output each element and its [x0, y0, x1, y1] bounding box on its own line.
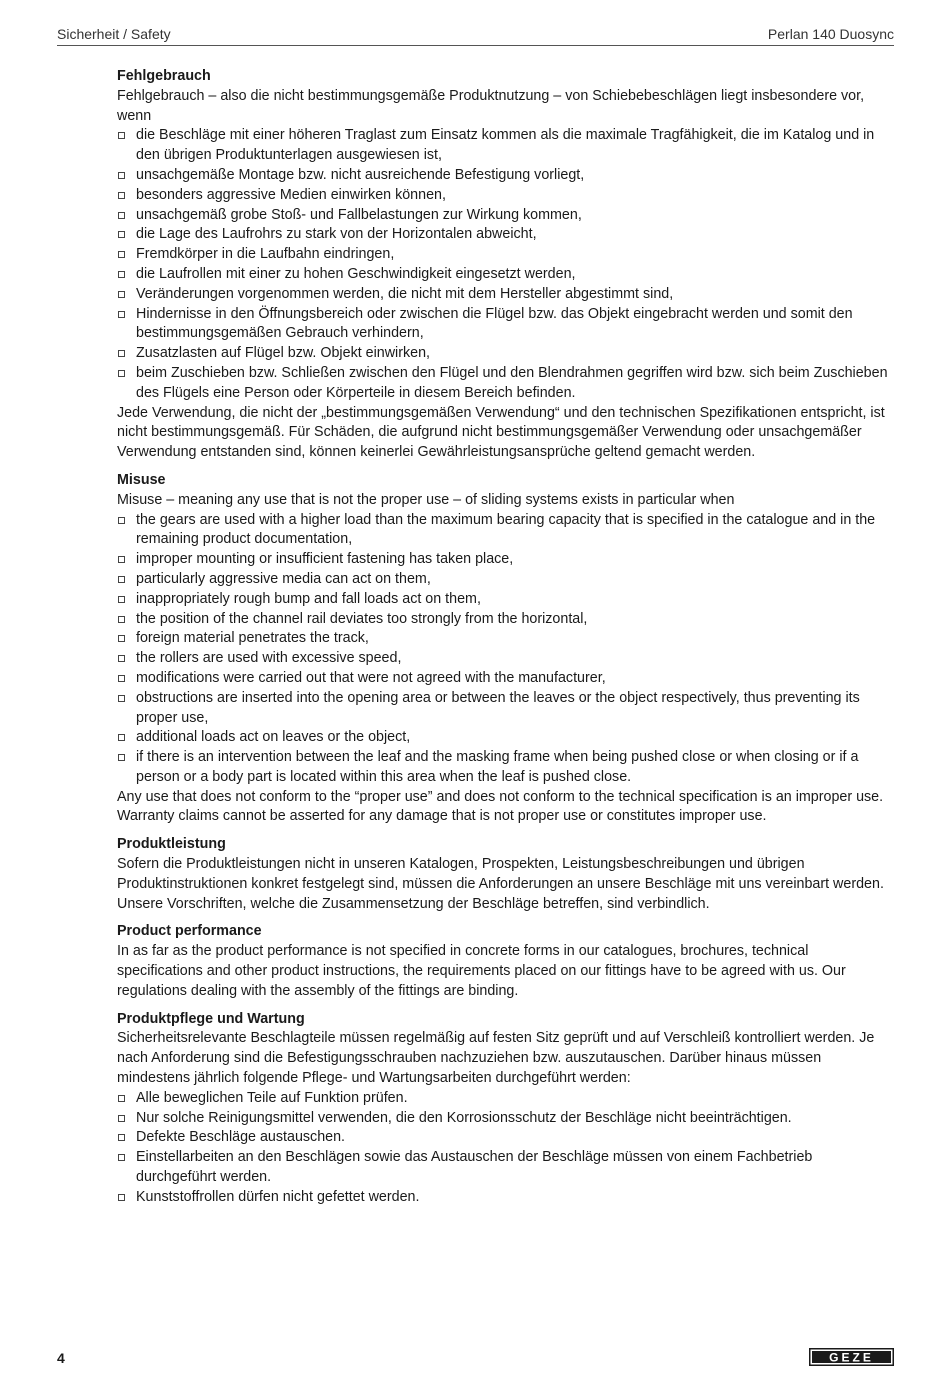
list-item: obstructions are inserted into the opening area or between the leaves or the object respectively, thus preventing its proper use, [117, 689, 894, 729]
bullet-list [117, 511, 894, 788]
list-item: unsachgemäß grobe Stoß- und Fallbelastungen zur Wirkung kommen, [117, 206, 894, 226]
list-item: die Beschläge mit einer höheren Traglast zum Einsatz kommen als die maximale Tragfähigkeit, die im Katalog und in den übrigen Produktunterlagen ausgewiesen ist, [117, 126, 894, 166]
section-intro: Sicherheitsrelevante Beschlagteile müssen regelmäßig auf festen Sitz geprüft und auf Verschleiß kontrolliert werden. Je nach Anforderung sind die Befestigungsschrauben nachzuziehen bzw. auszutauschen. Darüber hinaus müssen mindestens jährlich folgende Pflege- und Wartungsarbeiten durchgeführt werden: [117, 1030, 875, 1087]
page-header [57, 26, 894, 46]
list-item: Veränderungen vorgenommen werden, die nicht mit dem Hersteller abgestimmt sind, [117, 285, 894, 305]
list-item: the position of the channel rail deviates too strongly from the horizontal, [117, 610, 894, 630]
list-item: additional loads act on leaves or the object, [117, 728, 894, 748]
list-item: die Lage des Laufrohrs zu stark von der Horizontalen abweicht, [117, 225, 894, 245]
list-item: modifications were carried out that were not agreed with the manufacturer, [117, 669, 894, 689]
section-body: Sofern die Produktleistungen nicht in unseren Katalogen, Prospekten, Leistungsbeschreibungen und übrigen Produktinstruktionen konkret festgelegt sind, müssen die Anforderungen an unsere Beschläge mit uns vereinbart werden. Unsere Vorschriften, welche die Zusammensetzung der Beschläge betreffen, sind verbindlich. [117, 856, 884, 912]
list-item: die Laufrollen mit einer zu hohen Geschwindigkeit eingesetzt werden, [117, 265, 894, 285]
geze-logo [809, 1348, 894, 1366]
bullet-list [117, 126, 894, 403]
list-item: besonders aggressive Medien einwirken können, [117, 186, 894, 206]
list-item: the gears are used with a higher load than the maximum bearing capacity that is specified in the catalogue and in the remaining product documentation, [117, 511, 894, 551]
section-produktpflege [117, 1010, 894, 1208]
header-section-title: Sicherheit / Safety [57, 26, 171, 42]
section-intro: Misuse – meaning any use that is not the proper use – of sliding systems exists in particular when [117, 491, 735, 508]
section-heading: Misuse [117, 471, 166, 488]
list-item: improper mounting or insufficient fastening has taken place, [117, 550, 894, 570]
list-item: foreign material penetrates the track, [117, 629, 894, 649]
section-intro: Fehlgebrauch – also die nicht bestimmungsgemäße Produktnutzung – von Schiebebeschlägen liegt insbesondere vor, wenn [117, 87, 865, 124]
list-item: Hindernisse in den Öffnungsbereich oder zwischen die Flügel bzw. das Objekt eingebracht werden und somit den bestimmungsgemäßen Gebrauch verhindern, [117, 305, 894, 345]
list-item: the rollers are used with excessive speed, [117, 649, 894, 669]
section-outro: Any use that does not conform to the “proper use” and does not conform to the technical specification is an improper use. Warranty claims cannot be asserted for any damage that is not proper use or constitutes improper use. [117, 788, 884, 825]
header-product-name: Perlan 140 Duosync [767, 26, 894, 42]
section-heading: Fehlgebrauch [117, 68, 211, 84]
list-item: unsachgemäße Montage bzw. nicht ausreichende Befestigung vorliegt, [117, 166, 894, 186]
svg-text:GEZE: GEZE [829, 1350, 874, 1365]
list-item: Alle beweglichen Teile auf Funktion prüfen. [117, 1089, 894, 1109]
list-item: Zusatzlasten auf Flügel bzw. Objekt einwirken, [117, 344, 894, 364]
list-item: Defekte Beschläge austauschen. [117, 1128, 894, 1148]
page-number: 4 [57, 1350, 65, 1366]
bullet-list [117, 1089, 894, 1208]
list-item: Fremdkörper in die Laufbahn eindringen, [117, 245, 894, 265]
section-heading: Produktleistung [117, 836, 226, 853]
list-item: Einstellarbeiten an den Beschlägen sowie das Austauschen der Beschläge müssen von einem Fachbetrieb durchgeführt werden. [117, 1148, 894, 1188]
section-heading: Product performance [117, 923, 262, 940]
section-product-performance [117, 922, 894, 1001]
list-item: Kunststoffrollen dürfen nicht gefettet werden. [117, 1188, 894, 1208]
section-outro: Jede Verwendung, die nicht der „bestimmungsgemäßen Verwendung“ und den technischen Spezifikationen entspricht, ist nicht bestimmungsgemäß. Für Schäden, die aufgrund nicht bestimmungsgemäßer Verwendung oder unsachgemäßer Verwendung entstanden sind, können keinerlei Gewährleistungsansprüche geltend gemacht werden. [117, 404, 885, 461]
list-item: particularly aggressive media can act on them, [117, 570, 894, 590]
list-item: Nur solche Reinigungsmittel verwenden, die den Korrosionsschutz der Beschläge nicht beeinträchtigen. [117, 1109, 894, 1129]
list-item: beim Zuschieben bzw. Schließen zwischen den Flügel und den Blendrahmen gegriffen wird bzw. sich beim Zuschieben des Flügels eine Person oder Körperteile in diesem Bereich befinden. [117, 364, 894, 404]
section-body: In as far as the product performance is not specified in concrete forms in our catalogues, brochures, technical specifications and other product instructions, the requirements placed on our fittings have to be agreed with us. Our regulations dealing with the assembly of the fittings are binding. [117, 943, 846, 999]
page-content [117, 67, 894, 1216]
section-misuse [117, 471, 894, 827]
section-fehlgebrauch [117, 67, 894, 463]
list-item: inappropriately rough bump and fall loads act on them, [117, 590, 894, 610]
section-produktleistung [117, 835, 894, 914]
list-item: if there is an intervention between the leaf and the masking frame when being pushed close or when closing or if a person or a body part is located within this area when the leaf is pushed close. [117, 748, 894, 788]
section-heading: Produktpflege und Wartung [117, 1010, 305, 1027]
